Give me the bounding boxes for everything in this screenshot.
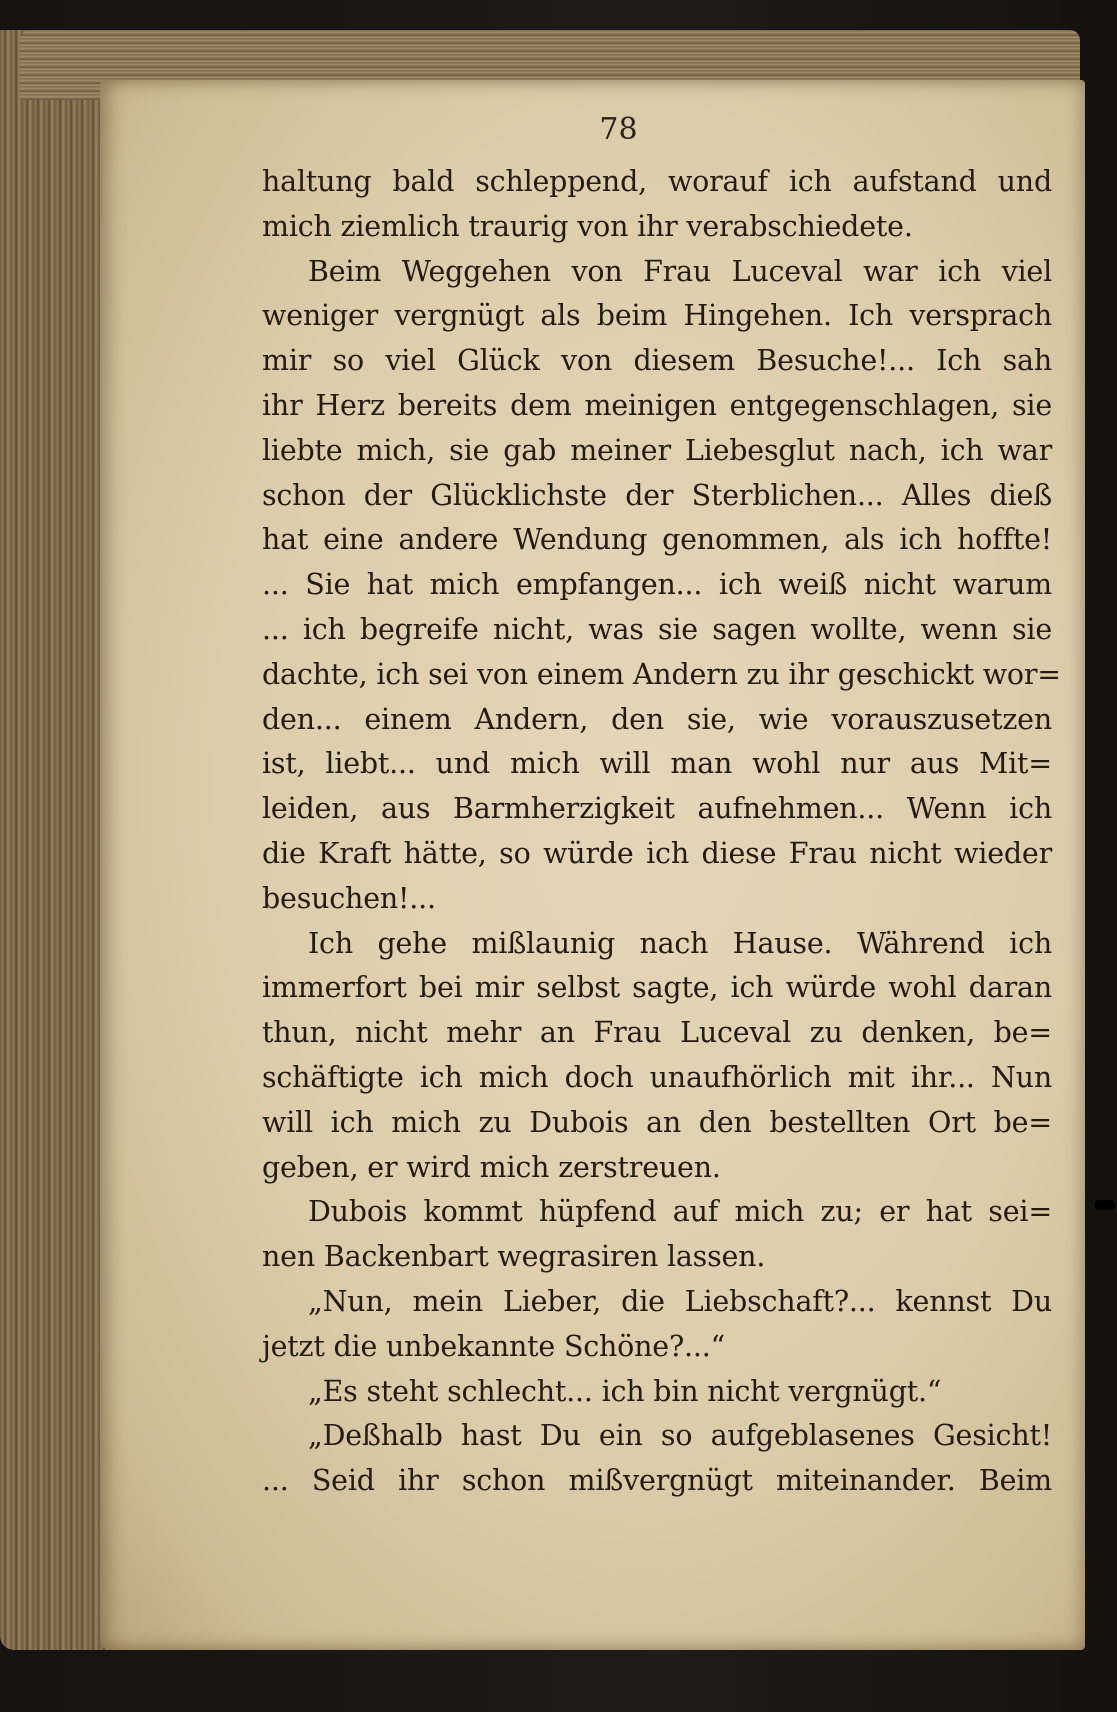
text-line: den... einem Andern, den sie, wie vorauszusetzen [262, 702, 1052, 736]
text-line: Beim Weggehen von Frau Luceval war ich viel [308, 254, 1052, 288]
text-line: besuchen!... [262, 881, 436, 915]
text-line: thun, nicht mehr an Frau Luceval zu denken, be= [262, 1016, 1052, 1050]
text-line: ... Seid ihr schon mißvergnügt miteinander. Beim [262, 1464, 1052, 1498]
text-line: ... Sie hat mich empfangen... ich weiß nicht warum [262, 568, 1052, 602]
text-line: „Nun, mein Lieber, die Liebschaft?... kennst Du [308, 1284, 1052, 1318]
text-line: schon der Glücklichste der Sterblichen... Alles dieß [262, 478, 1052, 512]
text-line: hat eine andere Wendung genommen, als ich hoffte! [262, 523, 1052, 557]
text-line: nen Backenbart wegrasiren lassen. [262, 1240, 766, 1274]
page-number: 78 [599, 112, 638, 147]
text-line: dachte, ich sei von einem Andern zu ihr geschickt wor= [262, 657, 1061, 691]
text-line: Ich gehe mißlaunig nach Hause. Während ich [308, 926, 1052, 960]
text-line: „Es steht schlecht... ich bin nicht vergnügt.“ [308, 1374, 942, 1408]
text-line: haltung bald schleppend, worauf ich aufstand und [262, 165, 1052, 198]
text-line: die Kraft hätte, so würde ich diese Frau nicht wieder [262, 836, 1052, 870]
text-line: schäftigte ich mich doch unaufhörlich mit ihr... Nun [262, 1060, 1052, 1094]
text-line: Dubois kommt hüpfend auf mich zu; er hat sei= [308, 1195, 1052, 1229]
text-line: will ich mich zu Dubois an den bestellten Ort be= [262, 1105, 1052, 1139]
text-line: jetzt die unbekannte Schöne?...“ [262, 1329, 725, 1363]
text-line: geben, er wird mich zerstreuen. [262, 1150, 721, 1184]
page-text [262, 160, 1061, 1504]
text-line: weniger vergnügt als beim Hingehen. Ich versprach [262, 299, 1052, 333]
text-line: ist, liebt... und mich will man wohl nur aus Mit= [262, 747, 1052, 781]
text-line: „Deßhalb hast Du ein so aufgeblasenes Gesicht! [308, 1419, 1052, 1453]
text-line: mich ziemlich traurig von ihr verabschiedete. [262, 209, 913, 243]
text-line: ihr Herz bereits dem meinigen entgegenschlagen, sie [262, 388, 1052, 422]
text-line: liebte mich, sie gab meiner Liebesglut nach, ich war [262, 433, 1052, 467]
margin-mark [1095, 1200, 1115, 1210]
text-line: immerfort bei mir selbst sagte, ich würde wohl daran [262, 971, 1052, 1005]
text-line: ... ich begreife nicht, was sie sagen wollte, wenn sie [262, 612, 1052, 646]
text-line: leiden, aus Barmherzigkeit aufnehmen... Wenn ich [262, 792, 1052, 826]
text-line: mir so viel Glück von diesem Besuche!... Ich sah [262, 344, 1052, 378]
